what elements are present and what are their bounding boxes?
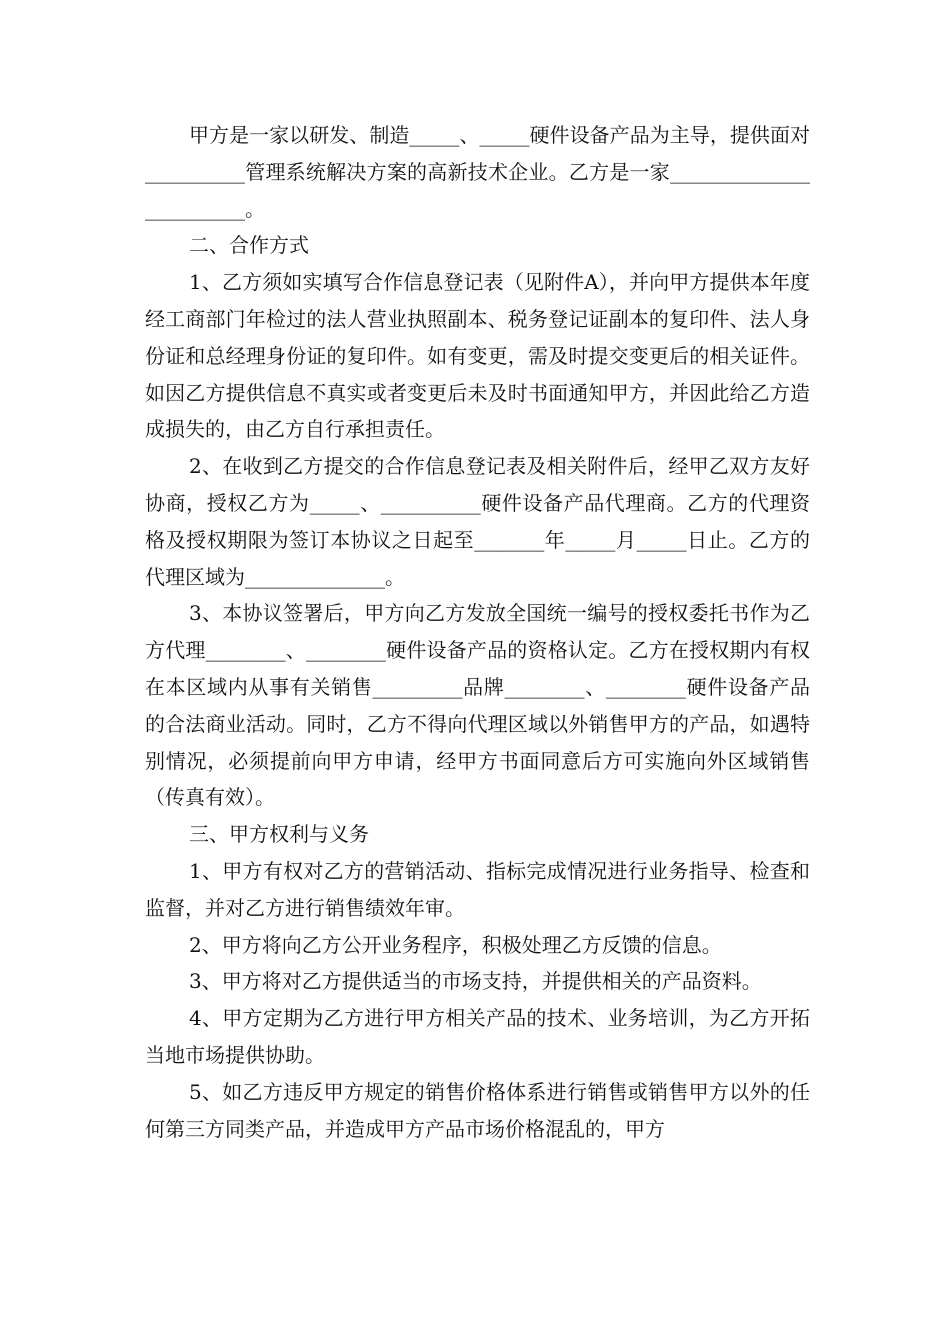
intro-paragraph: 甲方是一家以研发、制造_____、_____硬件设备产品为主导，提供面对__________管理系统解决方案的高新技术企业。乙方是一家________________________。 xyxy=(145,123,810,221)
section-heading-party-a-rights: 三、甲方权利与义务 xyxy=(189,822,369,847)
cooperation-clause-2: 2、在收到乙方提交的合作信息登记表及相关附件后，经甲乙双方友好协商，授权乙方为_____、__________硬件设备产品代理商。乙方的代理资格及授权期限为签订本协议之日起至_______年_____月_____日止。乙方的代理区域为______________。 xyxy=(145,454,810,589)
document-body xyxy=(145,117,810,1147)
cooperation-clause-1: 1、乙方须如实填写合作信息登记表（见附件A），并向甲方提供本年度经工商部门年检过的法人营业执照副本、税务登记证副本的复印件、法人身份证和总经理身份证的复印件。如有变更，需及时提交变更后的相关证件。如因乙方提供信息不真实或者变更后未及时书面通知甲方，并因此给乙方造成损失的，由乙方自行承担责任。 xyxy=(145,270,810,442)
party-a-clause-1: 1、甲方有权对乙方的营销活动、指标完成情况进行业务指导、检查和监督，并对乙方进行销售绩效年审。 xyxy=(145,858,810,920)
party-a-clause-3: 3、甲方将对乙方提供适当的市场支持，并提供相关的产品资料。 xyxy=(189,969,762,994)
party-a-clause-2: 2、甲方将向乙方公开业务程序，积极处理乙方反馈的信息。 xyxy=(189,932,722,957)
cooperation-clause-3: 3、本协议签署后，甲方向乙方发放全国统一编号的授权委托书作为乙方代理________、________硬件设备产品的资格认定。乙方在授权期内有权在本区域内从事有关销售_________品牌________、________硬件设备产品的合法商业活动。同时，乙方不得向代理区域以外销售甲方的产品，如遇特别情况，必须提前向甲方申请，经甲方书面同意后方可实施向外区域销售（传真有效）。 xyxy=(145,601,810,810)
party-a-clause-4: 4、甲方定期为乙方进行甲方相关产品的技术、业务培训，为乙方开拓当地市场提供协助。 xyxy=(145,1006,810,1067)
section-heading-cooperation: 二、合作方式 xyxy=(189,233,309,258)
party-a-clause-5: 5、如乙方违反甲方规定的销售价格体系进行销售或销售甲方以外的任何第三方同类产品，并造成甲方产品市场价格混乱的，甲方 xyxy=(145,1079,810,1141)
